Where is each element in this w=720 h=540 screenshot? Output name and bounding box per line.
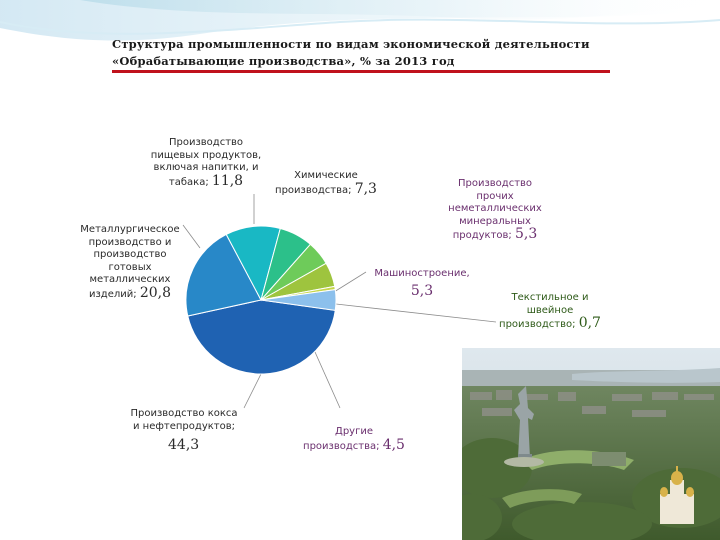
label-nonmetal-line-1: Производство [457,178,533,189]
label-food [138,137,274,189]
label-food-line-1: Производство [168,137,244,148]
label-textile-value: 0,7 [578,315,601,331]
leader-line-machine [334,272,366,292]
label-chem-line-1: Химические [294,170,358,181]
label-nonmetal-text: продуктов; [452,230,512,241]
label-food-line-3: включая напитки, и [153,162,259,173]
label-other [298,426,410,453]
label-metal-value: 20,8 [139,284,171,301]
label-machine-line-1: Машиностроение, [374,268,470,279]
label-coke-line-1: Производство кокса [130,408,238,419]
label-machine [364,268,480,299]
label-metal-line-3: производство [93,249,167,260]
label-nonmetal-line-4: минеральных [459,215,531,227]
label-textile-line-2: швейное [526,304,574,316]
label-chem-line-2 [270,180,382,198]
label-machine-line-2 [364,282,480,300]
city-photo [462,348,720,540]
label-metal-line-5: металлических [89,274,171,285]
label-coke [124,408,244,454]
city-photo-illustration [462,348,720,540]
label-food-value: 11,8 [211,172,244,189]
label-coke-value: 44,3 [168,437,200,453]
label-chem-text: производства; [275,184,352,196]
label-coke-line-2: и нефтепродуктов; [133,420,235,432]
label-other-line-2 [298,436,410,454]
label-textile-line-1: Текстильное и [511,292,589,303]
label-machine-value: 5,3 [410,282,434,299]
leader-line-other [315,352,340,408]
label-textile-text: производство; [499,319,576,330]
label-food-line-2: пищевых продуктов, [150,149,262,161]
label-nonmetal [436,178,554,243]
label-nonmetal-line-3: неметаллических [448,203,542,214]
label-nonmetal-value: 5,3 [515,226,538,242]
label-metal-line-2: производство и [88,236,172,248]
label-metal-line-1: Металлургическое [80,224,180,235]
pie-slices [186,226,336,374]
label-food-text: табака; [168,176,209,188]
label-metal-text: изделий; [88,288,137,300]
leader-line-coke [244,372,262,408]
label-chem [270,170,382,197]
label-nonmetal-line-5 [436,228,554,243]
label-metal [70,224,190,301]
label-textile-line-3 [492,317,608,332]
label-metal-line-6 [70,284,190,302]
label-other-line-1: Другие [335,426,373,437]
leader-line-textile [336,304,496,322]
label-chem-value: 7,3 [354,180,377,197]
title-line-2: «Обрабатывающие производства», % за 2013 год [112,54,455,68]
label-other-text: производства; [303,440,380,452]
label-textile [492,292,608,332]
label-other-value: 4,5 [382,436,405,453]
label-nonmetal-line-2: прочих [476,190,514,202]
label-metal-line-4: готовых [108,261,152,273]
label-food-line-4 [138,172,274,190]
title-line-1: Структура промышленности по видам экономической деятельности [112,37,590,51]
label-coke-line-3 [124,439,244,454]
